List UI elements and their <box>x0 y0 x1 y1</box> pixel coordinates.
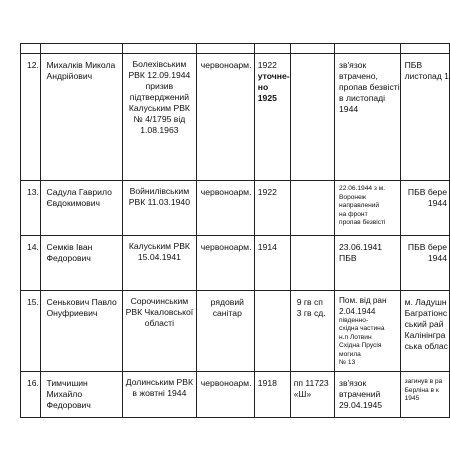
row-number: 13. <box>21 181 41 236</box>
row-number: 15. <box>21 291 41 372</box>
enlistment-info: Болехівським РВК 12.09.1944 призив підтверджений Калуським РВК № 4/1795 від 1.08.1963 <box>122 54 196 181</box>
birth-year: 1918 <box>254 372 290 418</box>
military-rank: червоноарм. <box>196 54 254 181</box>
enlistment-info: Войнилівським РВК 11.03.1940 <box>122 181 196 236</box>
military-unit: 9 гв сп 3 гв сд. <box>290 291 334 372</box>
military-unit: пп 11723 «Ш» <box>290 372 334 418</box>
source-info: м. Ладушн Багратіонс ський рай Калінінгра ська облас <box>400 291 449 372</box>
military-rank: червоноарм. <box>196 181 254 236</box>
military-rank: червоноарм. <box>196 372 254 418</box>
military-rank: рядовий санітар <box>196 291 254 372</box>
table-row <box>21 291 450 372</box>
source-info: загинув в ра Берліна в к 1945 <box>400 372 449 418</box>
enlistment-info: Калуським РВК 15.04.1941 <box>122 236 196 291</box>
fate-info: 23.06.1941 ПБВ <box>335 236 401 291</box>
row-number: 12. <box>21 54 41 181</box>
source-info: ПБВ листопад 1 <box>400 54 449 181</box>
birth-year: 1922 <box>254 181 290 236</box>
fate-info: зв'язок втрачено, пропав безвісті в листопаді 1944 <box>335 54 401 181</box>
birth-year <box>254 291 290 372</box>
table-row <box>21 54 450 181</box>
enlistment-info: Долинським РВК в жовтні 1944 <box>122 372 196 418</box>
source-info: ПБВ бере 1944 <box>400 181 449 236</box>
enlistment-info: Сорочинським РВК Чкаловської області <box>122 291 196 372</box>
military-rank: червоноарм. <box>196 236 254 291</box>
table-row <box>21 181 450 236</box>
birth-year: 1922 уточне- но 1925 <box>254 54 290 181</box>
person-name: Семків Іван Федорович <box>40 236 122 291</box>
person-name: Садула Гаврило Євдокимович <box>40 181 122 236</box>
source-info: ПБВ бере 1944 <box>400 236 449 291</box>
birth-year: 1914 <box>254 236 290 291</box>
table-row <box>21 236 450 291</box>
table-row <box>21 372 450 418</box>
casualty-table <box>20 43 450 418</box>
person-name: Тимчишин Михайло Федорович <box>40 372 122 418</box>
person-name: Михалків Микола Андрійович <box>40 54 122 181</box>
fate-info: зв'язок втрачений 29.04.1945 <box>335 372 401 418</box>
fate-info: 22.06.1944 з м. Воронеж направлений на фронт пропав безвісті <box>335 181 401 236</box>
military-unit <box>290 236 334 291</box>
row-number: 16. <box>21 372 41 418</box>
military-unit <box>290 54 334 181</box>
person-name: Сенькович Павло Онуфриевич <box>40 291 122 372</box>
military-unit <box>290 181 334 236</box>
table-header-row <box>21 44 450 54</box>
row-number: 14. <box>21 236 41 291</box>
fate-info: Пом. від ран 2.04.1944 південно- східна частина н.п Лотвин Східна Прусія могила № 13 <box>335 291 401 372</box>
